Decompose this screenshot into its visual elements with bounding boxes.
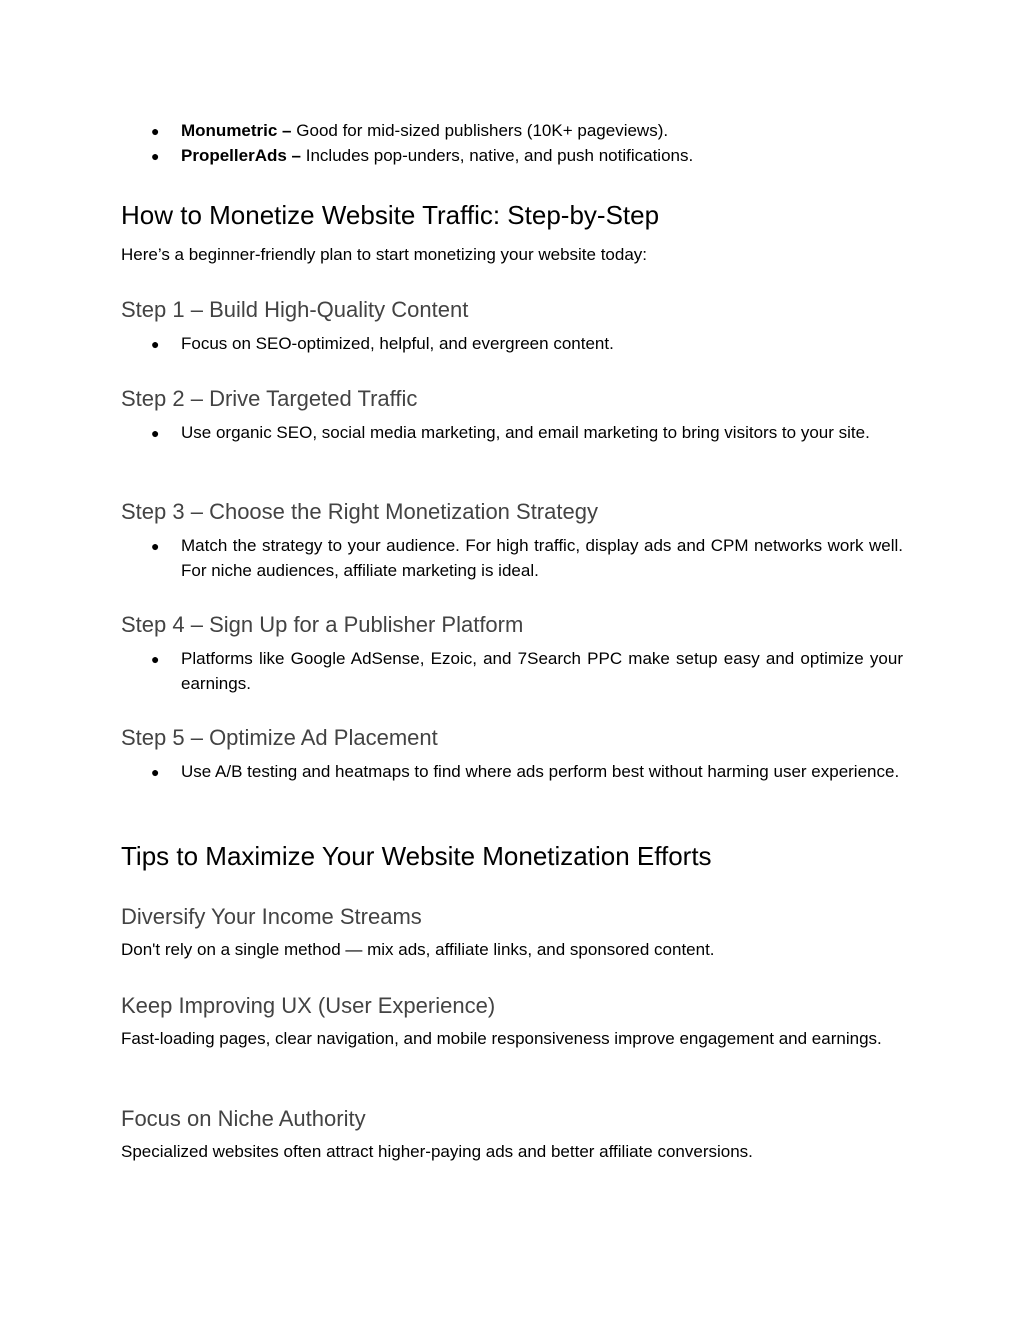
platform-name: PropellerAds – xyxy=(181,145,301,165)
tip-text: Fast-loading pages, clear navigation, and mobile responsiveness improve engagement and earnings. xyxy=(121,1029,882,1048)
step-heading: Step 4 – Sign Up for a Publisher Platform xyxy=(121,612,524,637)
step-text: Use organic SEO, social media marketing, and email marketing to bring visitors to your site. xyxy=(181,423,870,442)
list-item xyxy=(121,421,903,446)
bullet-icon: ● xyxy=(151,147,160,164)
tip-text: Specialized websites often attract higher-paying ads and better affiliate conversions. xyxy=(121,1142,753,1161)
bullet-icon: ● xyxy=(151,651,160,667)
step-bullet xyxy=(121,332,903,357)
step-heading: Step 5 – Optimize Ad Placement xyxy=(121,725,438,750)
tip-heading: Keep Improving UX (User Experience) xyxy=(121,993,496,1018)
bullet-icon: ● xyxy=(151,123,160,139)
platform-desc: Includes pop-unders, native, and push notifications. xyxy=(305,145,694,165)
section-intro: Here’s a beginner-friendly plan to start monetizing your website today: xyxy=(121,245,648,264)
platform-desc: Good for mid-sized publishers (10K+ pageviews). xyxy=(296,121,669,140)
step-text: Use A/B testing and heatmaps to find where ads perform best without harming user experience. xyxy=(181,762,900,781)
section-heading: How to Monetize Website Traffic: Step-by-Step xyxy=(121,200,660,230)
step-heading: Step 3 – Choose the Right Monetization Strategy xyxy=(121,499,598,524)
list-item xyxy=(121,647,903,696)
list-item xyxy=(121,119,903,144)
bullet-icon: ● xyxy=(151,425,160,441)
list-item xyxy=(121,534,903,583)
step-text: Match the strategy to your audience. For high traffic, display ads and CPM networks work well. For niche audiences, affiliate marketing is ideal. xyxy=(181,536,903,580)
step-bullet xyxy=(121,647,903,696)
step-text: Platforms like Google AdSense, Ezoic, and 7Search PPC make setup easy and optimize your earnings. xyxy=(181,649,903,693)
step-bullet xyxy=(121,760,903,785)
step-heading: Step 1 – Build High-Quality Content xyxy=(121,297,469,322)
list-item xyxy=(121,760,903,785)
platform-name: Monumetric – xyxy=(181,121,292,140)
step-bullet xyxy=(121,421,903,446)
step-heading: Step 2 – Drive Targeted Traffic xyxy=(121,386,418,411)
tip-heading: Focus on Niche Authority xyxy=(121,1106,366,1131)
section-heading: Tips to Maximize Your Website Monetization Efforts xyxy=(121,841,712,871)
step-text: Focus on SEO-optimized, helpful, and evergreen content. xyxy=(181,334,614,353)
list-item xyxy=(121,144,903,169)
bullet-icon: ● xyxy=(151,764,160,780)
step-bullet xyxy=(121,534,903,583)
tip-text: Don't rely on a single method — mix ads, affiliate links, and sponsored content. xyxy=(121,940,715,959)
top-bullet-list xyxy=(121,119,903,168)
tip-heading: Diversify Your Income Streams xyxy=(121,904,422,929)
bullet-icon: ● xyxy=(151,336,160,352)
list-item xyxy=(121,332,903,357)
bullet-icon: ● xyxy=(151,538,160,554)
